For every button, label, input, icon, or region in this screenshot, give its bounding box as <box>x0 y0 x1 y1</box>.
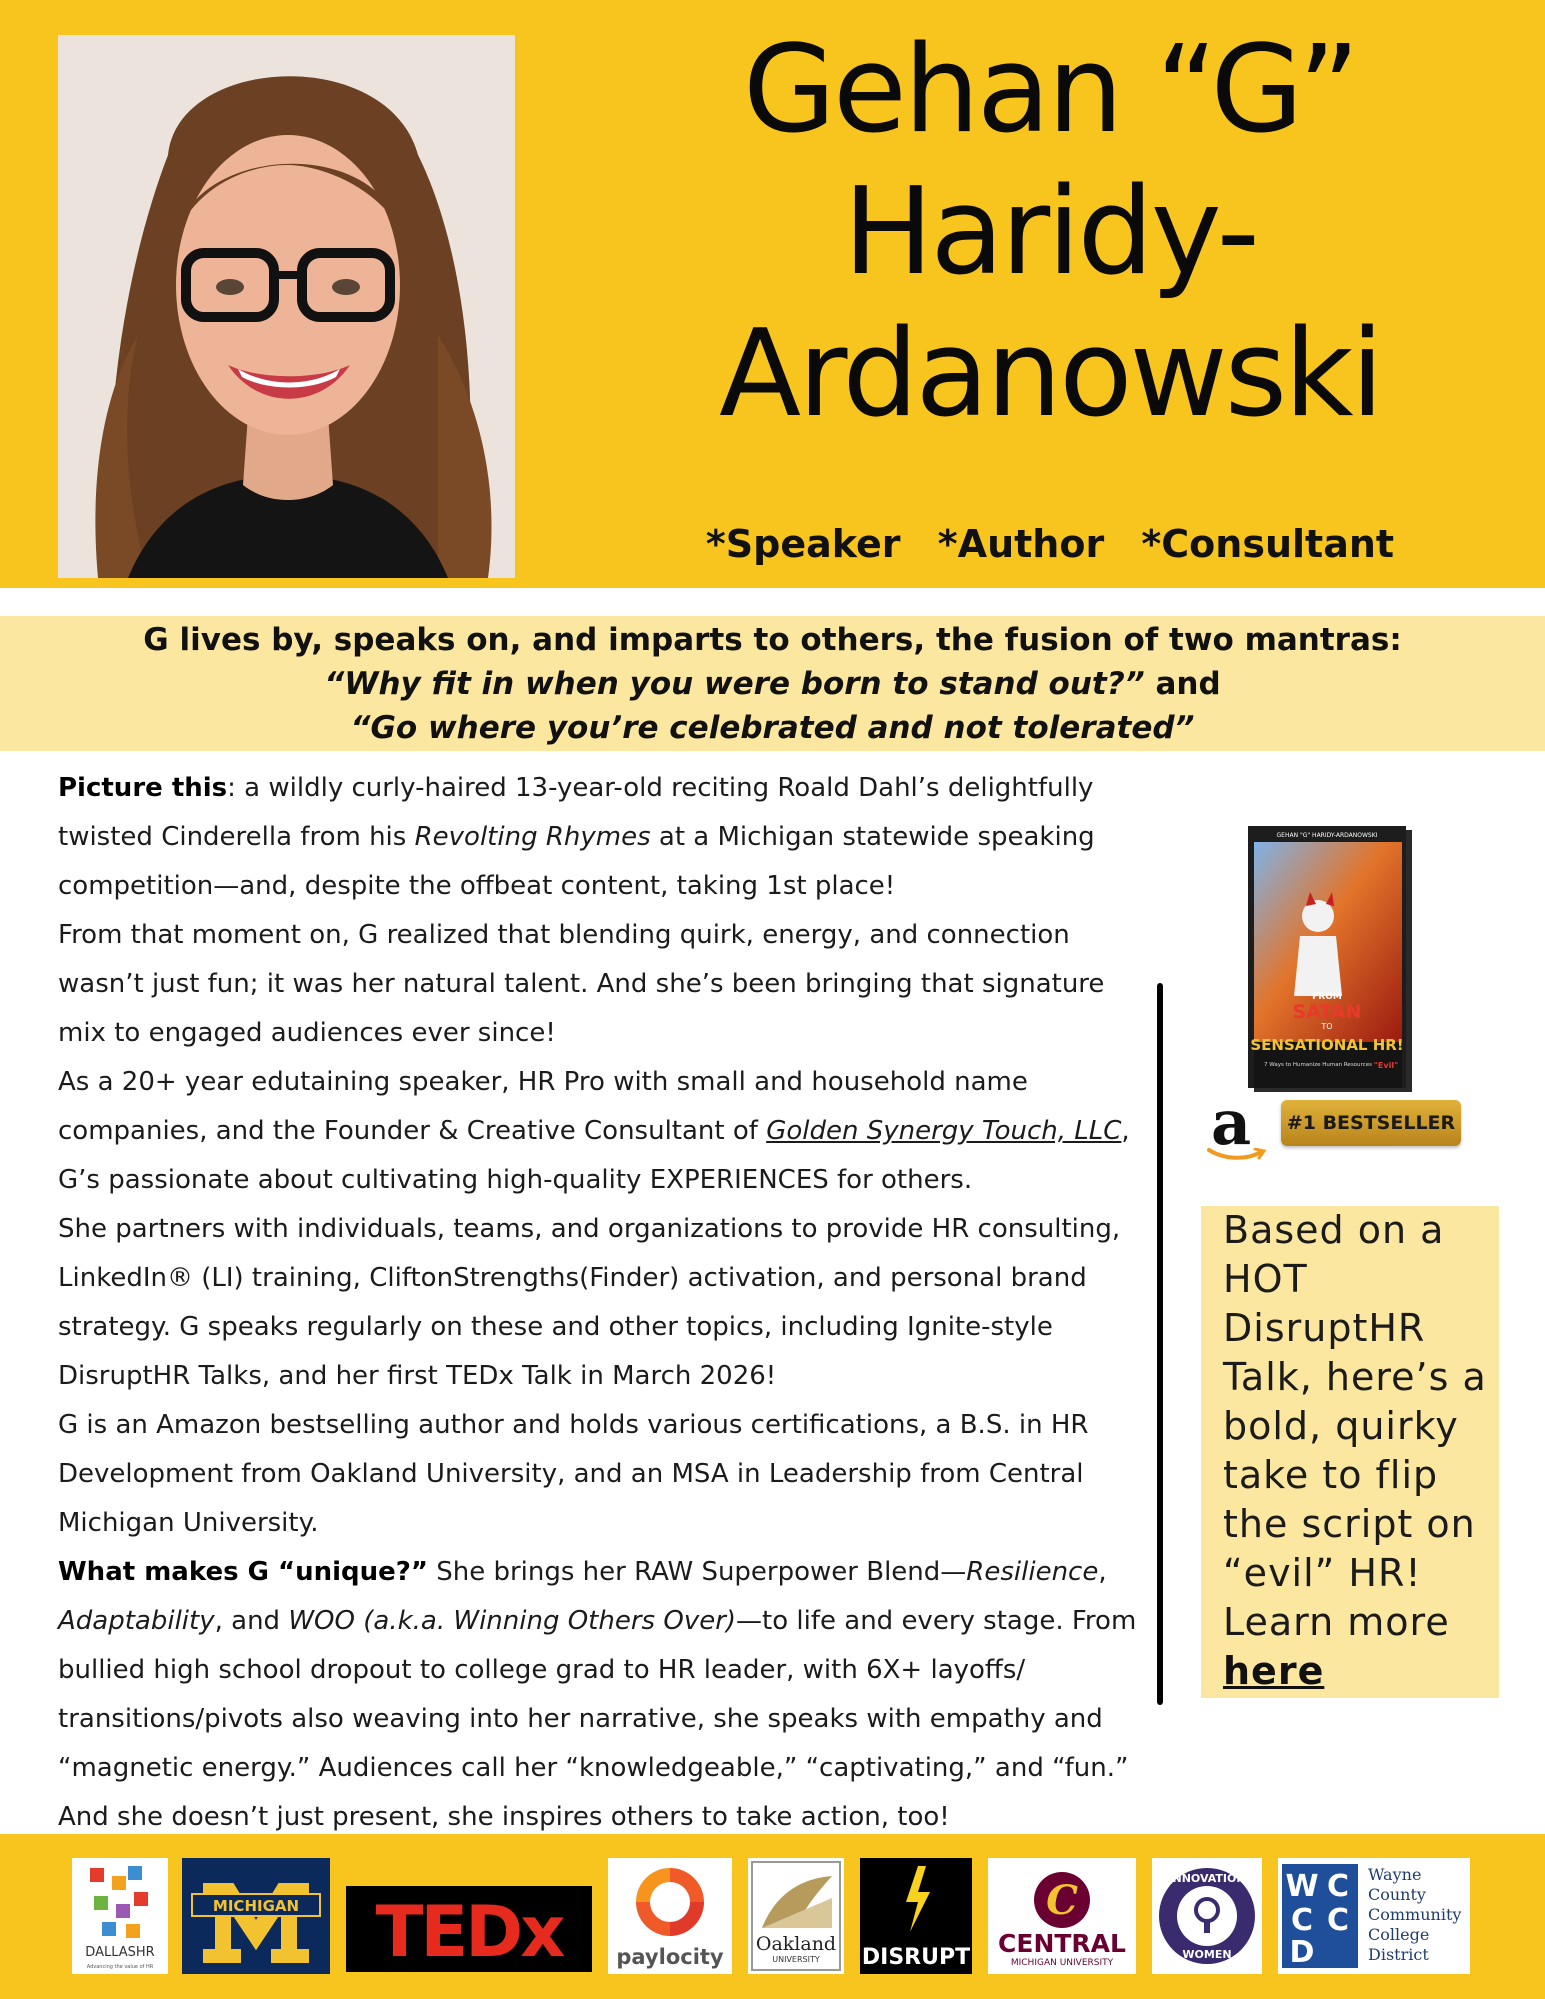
role-speaker: *Speaker <box>705 522 901 566</box>
golden-synergy-link[interactable]: Golden Synergy Touch, LLC <box>766 1116 1122 1146</box>
book-satan-text: SATAN <box>1292 1001 1362 1023</box>
bio-text-span: at a Michigan statewide speaking competition—and, despite the offbeat content, taking 1st place! <box>58 822 1095 901</box>
bio-paragraph-2: From that moment on, G realized that blending quirk, energy, and connection wasn’t just fun; it was her natural talent. And she’s been bringing that signature mix to engaged audiences ever since! <box>58 920 1105 1048</box>
wccd-line-1: Wayne <box>1368 1865 1422 1884</box>
mantra-quote-1: “Why fit in when you were born to stand out?” <box>324 666 1145 702</box>
bio-text-span: : a wildly curly-haired 13-year-old reciting Roald Dahl’s delightfully twisted Cinderella from his <box>58 773 1094 852</box>
speaker-name <box>560 20 1540 446</box>
bio-adaptability: Adaptability <box>58 1606 215 1636</box>
vertical-divider <box>1157 983 1163 1705</box>
tedx-text: TEDx <box>375 1891 563 1972</box>
central-text: CENTRAL <box>998 1929 1126 1958</box>
book-cover[interactable] <box>1248 826 1416 1096</box>
bio-text <box>58 764 1138 1842</box>
women-text: WOMEN <box>1182 1948 1232 1961</box>
role-consultant: *Consultant <box>1141 522 1395 566</box>
bio-text-span: , G’s passionate about cultivating high-quality EXPERIENCES for others. <box>58 1116 1130 1195</box>
svg-text:C: C <box>1046 1877 1078 1924</box>
mantra-line-2 <box>0 662 1545 706</box>
svg-text:C: C <box>1290 1903 1314 1938</box>
book-to-text: TO <box>1321 1022 1333 1031</box>
bio-text-span: She brings her RAW Superpower Blend— <box>427 1557 967 1587</box>
book-author-text: GEHAN "G" HARIDY-ARDANOWSKI <box>1276 832 1378 839</box>
disrupthr-logo <box>860 1858 972 1974</box>
name-line-2: Haridy- <box>843 163 1257 302</box>
wccd-logo <box>1278 1858 1470 1974</box>
bio-text-span: —to life and every stage. From bullied high school dropout to college grad to HR leader, with 6X+ layoffs/ transitions/pivots also weaving into her narrative, she speaks with empathy and “magnetic energy.” Audiences call her “knowledgeable,” “captivating,” and “fun.” And she doesn’t just present, she inspires others to take action, too! <box>58 1606 1137 1832</box>
central-michigan-logo <box>988 1858 1136 1974</box>
wccd-line-4: College <box>1368 1925 1430 1944</box>
name-line-1: Gehan “G” <box>742 21 1357 160</box>
bio-paragraph-6 <box>58 1548 1138 1842</box>
innovation-text: INNOVATION <box>1168 1872 1246 1885</box>
role-author: *Author <box>937 522 1105 566</box>
svg-text:D: D <box>1289 1935 1315 1970</box>
roles-line <box>600 522 1500 566</box>
amazon-logo-icon: a <box>1211 1086 1252 1159</box>
dallashr-logo <box>72 1858 168 1974</box>
paylocity-logo <box>608 1858 732 1974</box>
innovation-women-logo <box>1152 1858 1262 1974</box>
wccd-line-5: District <box>1368 1945 1429 1964</box>
book-title-text: SENSATIONAL HR! <box>1250 1036 1404 1054</box>
footer-logos <box>0 1834 1545 1999</box>
book-evil-text: "Evil" <box>1373 1061 1399 1070</box>
book-subtitle-text: 7 Ways to Humanize Human Resources <box>1264 1062 1372 1068</box>
bio-resilience: Resilience <box>966 1557 1099 1587</box>
dallashr-tagline: Advancing the value of HR <box>86 1964 154 1970</box>
portrait-photo <box>58 35 515 578</box>
bio-woo: WOO (a.k.a. Winning Others Over) <box>288 1606 737 1636</box>
mantra-and: and <box>1144 666 1221 702</box>
oakland-university-logo <box>748 1858 844 1974</box>
bio-text-span: As a 20+ year edutaining speaker, HR Pro with small and household name companies, and the Founder & Creative Consultant of <box>58 1067 1028 1146</box>
amazon-bestseller-badge <box>1205 1086 1465 1162</box>
bio-lead-picture-this: Picture this <box>58 773 228 803</box>
paylocity-text: paylocity <box>616 1945 724 1969</box>
mantra-intro: G lives by, speaks on, and imparts to others, the fusion of two mantras: <box>143 622 1402 658</box>
bio-paragraph-3 <box>58 1058 1138 1205</box>
disrupthr-callout <box>1201 1206 1499 1698</box>
name-line-3: Ardanowski <box>719 305 1381 444</box>
dallashr-text: DALLASHR <box>85 1945 155 1960</box>
amazon-smile-icon <box>1207 1148 1267 1162</box>
bio-paragraph-1 <box>58 764 1138 911</box>
wccd-line-3: Community <box>1368 1905 1462 1924</box>
oakland-text: Oakland <box>755 1933 837 1955</box>
svg-text:C: C <box>1326 1869 1350 1904</box>
bio-text-span: , <box>1098 1557 1107 1587</box>
bio-book-title: Revolting Rhymes <box>414 822 651 852</box>
mantra-band <box>0 616 1545 751</box>
bio-lead-unique: What makes G “unique?” <box>58 1557 428 1587</box>
svg-text:C: C <box>1326 1903 1350 1938</box>
mantra-quote-2: “Go where you’re celebrated and not tolerated” <box>350 710 1195 746</box>
tedx-logo <box>346 1886 592 1972</box>
book-from-text: FROM <box>1312 992 1342 1002</box>
header-banner <box>0 0 1545 588</box>
callout-text: Based on a HOT DisruptHR Talk, here’s a bold, quirky take to flip the script on “evil” HR! Learn more <box>1223 1208 1487 1644</box>
disrupt-text: DISRUPT <box>861 1945 971 1970</box>
michigan-text: MICHIGAN <box>212 1897 300 1915</box>
oakland-subtext: UNIVERSITY <box>772 1955 820 1964</box>
wccd-line-2: County <box>1368 1885 1426 1904</box>
bio-paragraph-4: She partners with individuals, teams, and organizations to provide HR consulting, LinkedIn® (LI) training, CliftonStrengths(Finder) activation, and personal brand strategy. G speaks regularly on these and other topics, including Ignite-style DisruptHR Talks, and her first TEDx Talk in March 2026! <box>58 1214 1121 1391</box>
michigan-logo <box>182 1858 330 1974</box>
bio-text-span: , and <box>214 1606 289 1636</box>
bestseller-ribbon: #1 BESTSELLER <box>1281 1100 1461 1146</box>
central-subtext: MICHIGAN UNIVERSITY <box>1010 1958 1114 1968</box>
svg-text:W: W <box>1285 1869 1319 1904</box>
bio-paragraph-5: G is an Amazon bestselling author and holds various certifications, a B.S. in HR Development from Oakland University, and an MSA in Leadership from Central Michigan University. <box>58 1410 1089 1538</box>
learn-more-link[interactable]: here <box>1223 1649 1325 1693</box>
